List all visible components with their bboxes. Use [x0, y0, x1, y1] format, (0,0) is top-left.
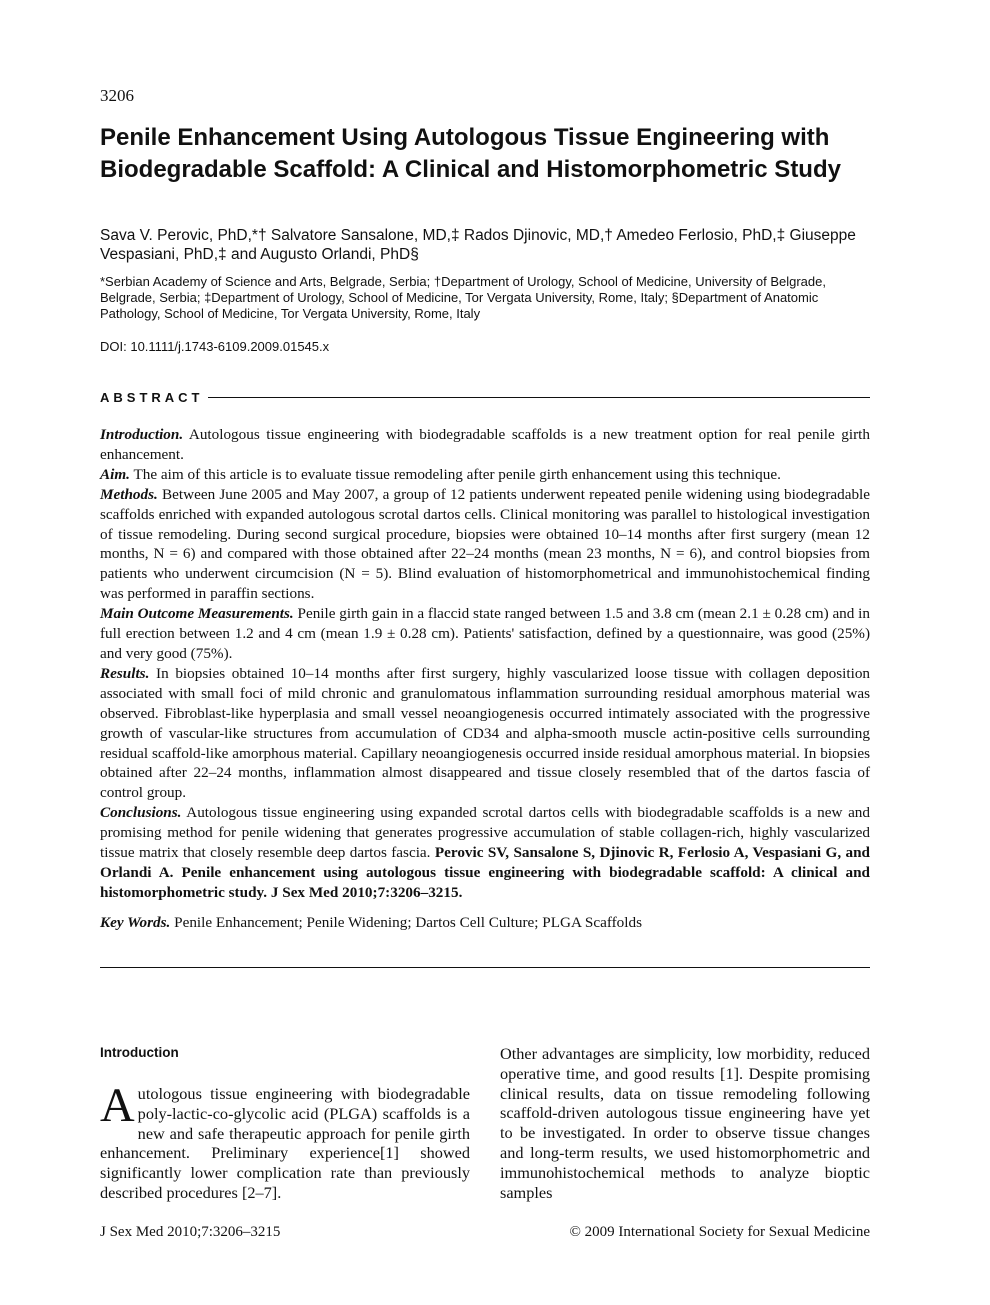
intro-paragraph-right: Other advantages are simplicity, low morbidity, reduced operative time, and good results [1]. Despite promising clinical results, data on tissue remodeling following scaffold-driven autologous tissue engineering have yet to be investigated. In order to observe tissue changes and long-term results, we used histomorphometric and immunohistochemical methods to analyze bioptic samples	[500, 1044, 870, 1202]
abstract-header	[100, 388, 870, 406]
drop-cap: A	[100, 1079, 135, 1132]
abstract-methods-lead: Methods.	[100, 485, 158, 503]
abstract-introduction-lead: Introduction.	[100, 426, 184, 443]
abstract-body	[100, 425, 870, 903]
intro-column-right	[500, 1044, 870, 1202]
intro-paragraph-left	[100, 1079, 470, 1203]
abstract-results-text: In biopsies obtained 10–14 months after first surgery, highly vascularized loose tissue with collagen deposition associated with small foci of mild chronic and granulomatous inflammation surrounding residual amorphous material was observed. Fibroblast-like hyperplasia and small vessel neoangiogenesis occurred intimately associated with the progressive growth of vascular-like structures from accumulation of CD34 and alpha-smooth muscle actin-positive cells surrounding residual scaffold-like amorphous material. Capillary neoangiogenesis occurred inside residual amorphous material. In biopsies obtained after 22–24 months, inflammation almost disappeared and tissue closely resembled that of the dartos fascia of control group.	[100, 664, 871, 802]
abstract-conclusions-text: Autologous tissue engineering using expanded scrotal dartos cells with biodegradable scaffolds is a new and promising method for penile widening that generates progressive accumulation of stable collagen-rich, highly vascularized tissue matrix that closely resemble deep dartos fascia.	[100, 804, 870, 862]
section-heading-introduction: Introduction	[100, 1045, 179, 1060]
footer-journal: J Sex Med 2010;7:3206–3215	[100, 1224, 281, 1240]
keywords-text: Penile Enhancement; Penile Widening; Dartos Cell Culture; PLGA Scaffolds	[174, 914, 642, 931]
abstract-conclusions	[100, 803, 870, 903]
affiliations: *Serbian Academy of Science and Arts, Belgrade, Serbia; †Department of Urology, School of Medicine, University of Belgrade, Belgrade, Serbia; ‡Department of Urology, School of Medicine, Tor Vergata University, Rome, Italy; §Department of Anatomic Pathology, School of Medicine, Tor Vergata University, Rome, Italy	[100, 274, 826, 321]
abstract-aim	[100, 465, 870, 485]
citation: Perovic SV, Sansalone S, Djinovic R, Ferlosio A, Vespasiani G, and Orlandi A. Penile enhancement using autologous tissue engineering with biodegradable scaffold: A clinical and histomorphometric study. J Sex Med 2010;7:3206–3215.	[100, 844, 870, 901]
page-number: 3206	[100, 86, 134, 105]
keywords	[100, 913, 870, 933]
abstract-heading: ABSTRACT	[100, 389, 204, 405]
abstract-outcomes-lead: Main Outcome Measurements.	[100, 605, 294, 623]
article-title: Penile Enhancement Using Autologous Tissue Engineering with Biodegradable Scaffold: A Clinical and Histomorphometric Study	[100, 124, 841, 183]
intro-column-left	[100, 1079, 470, 1203]
abstract-outcomes	[100, 604, 870, 664]
abstract-introduction	[100, 425, 870, 465]
author-list: Sava V. Perovic, PhD,*† Salvatore Sansalone, MD,‡ Rados Djinovic, MD,† Amedeo Ferlosio, PhD,‡ Giuseppe Vespasiani, PhD,‡ and Augusto Orlandi, PhD§	[100, 227, 856, 263]
abstract-methods	[100, 485, 870, 604]
abstract-results-lead: Results.	[100, 664, 150, 682]
abstract-bottom-divider	[100, 967, 870, 968]
keywords-lead: Key Words.	[100, 914, 171, 931]
intro-left-text: utologous tissue engineering with biodegradable poly-lactic-co-glycolic acid (PLGA) scaffolds is a new and safe therapeutic approach for penile girth enhancement. Preliminary experience[1] showed significantly lower complication rate than previously described procedures [2–7].	[100, 1084, 470, 1202]
abstract-aim-text: The aim of this article is to evaluate tissue remodeling after penile girth enhancement using this technique.	[133, 465, 781, 483]
abstract-introduction-text: Autologous tissue engineering with biodegradable scaffolds is a new treatment option for real penile girth enhancement.	[100, 426, 870, 463]
doi[interactable]: DOI: 10.1111/j.1743-6109.2009.01545.x	[100, 339, 330, 354]
abstract-methods-text: Between June 2005 and May 2007, a group of 12 patients underwent repeated penile widening using biodegradable scaffolds enriched with expanded autologous scrotal dartos cells. Clinical monitoring was parallel to histological investigation of tissue remodeling. During second surgical procedure, biopsies were obtained 10–14 months after first surgery (mean 12 months, N = 6) and compared with those obtained after 22–24 months (mean 23 months, N = 6), and control biopsies from patients who underwent circumcision (N = 5). Blind evaluation of histomorphometrical and immunohistochemical finding was performed in paraffin sections.	[100, 485, 871, 603]
footer-copyright: © 2009 International Society for Sexual Medicine	[569, 1224, 870, 1240]
abstract-aim-lead: Aim.	[100, 465, 130, 483]
abstract-conclusions-lead: Conclusions.	[100, 804, 182, 822]
abstract-divider	[208, 397, 871, 398]
abstract-results	[100, 664, 870, 803]
abstract-outcomes-text: Penile girth gain in a flaccid state ranged between 1.5 and 3.8 cm (mean 2.1 ± 0.28 cm) and in full erection between 1.2 and 4 cm (mean 1.9 ± 0.28 cm). Patients' satisfaction, defined by a questionnaire, was good (25%) and very good (75%).	[100, 605, 870, 662]
